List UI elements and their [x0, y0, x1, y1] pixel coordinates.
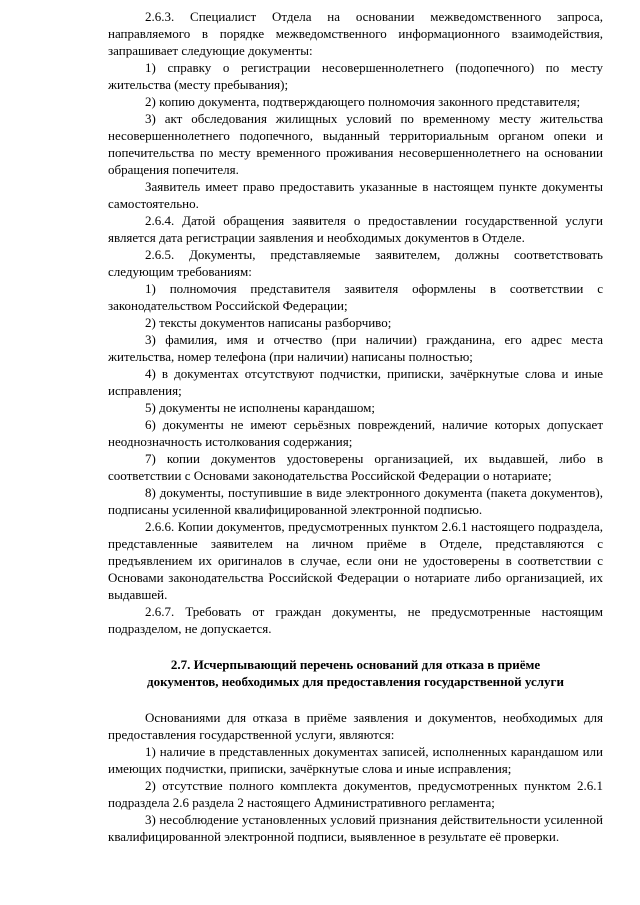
section-2-7-item-2: 2) отсутствие полного комплекта документов, предусмотренных пунктом 2.6.1 подраздела 2.6 раздела 2 настоящего Административного регламента;	[108, 778, 603, 810]
clause-2-6-6: 2.6.6. Копии документов, предусмотренных пунктом 2.6.1 настоящего подраздела, представленные заявителем на личном приёме в Отделе, представляются с предъявлением их оригиналов в случае, если они не удостоверены в соответствии с Основами законодательства Российской Федерации о нотариате либо организацией, их выдавшей.	[108, 519, 603, 602]
section-2-7-intro: Основаниями для отказа в приёме заявления и документов, необходимых для предоставления государственной услуги, являются:	[108, 710, 603, 742]
section-2-7-heading-line-1: 2.7. Исчерпывающий перечень оснований для отказа в приёме	[170, 657, 541, 672]
clause-2-6-5-item-5: 5) документы не исполнены карандашом;	[145, 400, 376, 415]
clause-2-6-5-item-2: 2) тексты документов написаны разборчиво;	[145, 315, 392, 330]
clause-2-6-5-intro: 2.6.5. Документы, представляемые заявителем, должны соответствовать следующим требованиям:	[108, 247, 603, 279]
section-2-7-heading-line-2: документов, необходимых для предоставления государственной услуги	[147, 674, 564, 689]
section-2-7-item-1: 1) наличие в представленных документах записей, исполненных карандашом или имеющих подчистки, приписки, зачёркнутые слова и иные исправления;	[108, 744, 603, 776]
clause-2-6-5-item-8: 8) документы, поступившие в виде электронного документа (пакета документов), подписаны усиленной квалифицированной электронной подписью.	[108, 485, 603, 517]
clause-2-6-5-item-6: 6) документы не имеют серьёзных повреждений, наличие которых допускает неоднозначность истолкования содержания;	[108, 417, 603, 449]
section-2-7-heading	[108, 656, 603, 690]
clause-2-6-3-item-3: 3) акт обследования жилищных условий по временному месту жительства несовершеннолетнего подопечного, выданный территориальным органом опеки и попечительства по месту временного проживания несовершеннолетнего на основании обращения попечителя.	[108, 111, 603, 177]
clause-2-6-5-item-3: 3) фамилия, имя и отчество (при наличии) гражданина, его адрес места жительства, номер телефона (при наличии) написаны полностью;	[108, 332, 603, 364]
document-body	[108, 8, 603, 845]
clause-2-6-7: 2.6.7. Требовать от граждан документы, не предусмотренные настоящим подразделом, не допускается.	[108, 604, 603, 636]
clause-2-6-3-intro: 2.6.3. Специалист Отдела на основании межведомственного запроса, направляемого в порядке межведомственного информационного взаимодействия, запрашивает следующие документы:	[108, 9, 603, 58]
clause-2-6-3-item-1: 1) справку о регистрации несовершеннолетнего (подопечного) по месту жительства (месту пребывания);	[108, 60, 603, 92]
clause-2-6-5-item-4: 4) в документах отсутствуют подчистки, приписки, зачёркнутые слова и иные исправления;	[108, 366, 603, 398]
clause-2-6-3-item-2: 2) копию документа, подтверждающего полномочия законного представителя;	[145, 94, 581, 109]
clause-2-6-3-note: Заявитель имеет право предоставить указанные в настоящем пункте документы самостоятельно.	[108, 179, 603, 211]
clause-2-6-5-item-7: 7) копии документов удостоверены организацией, их выдавшей, либо в соответствии с Основами законодательства Российской Федерации о нотариате;	[108, 451, 603, 483]
clause-2-6-4: 2.6.4. Датой обращения заявителя о предоставлении государственной услуги является дата регистрации заявления и необходимых документов в Отделе.	[108, 213, 603, 245]
section-2-7-item-3: 3) несоблюдение установленных условий признания действительности усиленной квалифицированной электронной подписи, выявленное в результате её проверки.	[108, 812, 603, 844]
clause-2-6-5-item-1: 1) полномочия представителя заявителя оформлены в соответствии с законодательством Российской Федерации;	[108, 281, 603, 313]
